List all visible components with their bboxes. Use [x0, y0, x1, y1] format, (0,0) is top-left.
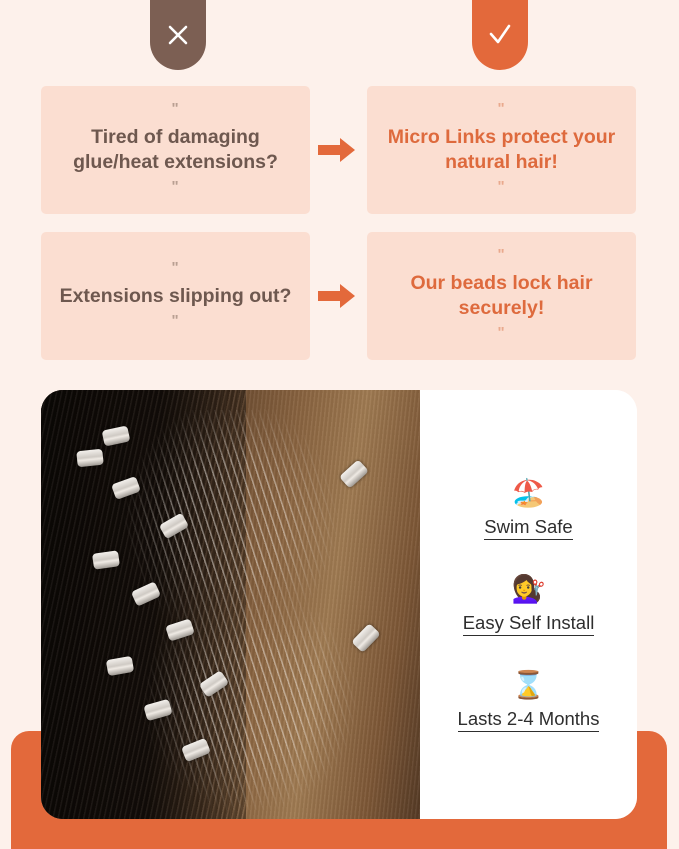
comparison-grid	[0, 86, 679, 378]
quote-mark-bottom: "	[497, 178, 506, 195]
feature-label: Easy Self Install	[463, 612, 595, 636]
feature-label: Swim Safe	[484, 516, 572, 540]
problem-text: Extensions slipping out?	[59, 284, 292, 307]
solution-card	[367, 86, 636, 214]
check-icon	[486, 22, 514, 48]
problem-card	[41, 232, 310, 360]
solution-text: Our beads lock hair securely!	[410, 272, 593, 319]
comparison-row	[0, 86, 679, 214]
tab-solution	[472, 0, 528, 70]
feature-item	[458, 670, 600, 732]
feature-item	[463, 574, 595, 636]
quote-mark-top: "	[497, 100, 506, 117]
quote-mark-bottom: "	[171, 311, 180, 329]
solution-text: Micro Links protect your natural hair!	[387, 126, 616, 173]
solution-card	[367, 232, 636, 360]
quote-mark-top: "	[171, 258, 180, 276]
tab-problem	[150, 0, 206, 70]
quote-mark-bottom: "	[171, 178, 180, 195]
haircut-icon: 💇‍♀️	[511, 573, 546, 604]
feature-item	[484, 478, 572, 540]
problem-card	[41, 86, 310, 214]
quote-mark-top: "	[171, 100, 180, 117]
arrow-right-icon	[318, 283, 356, 309]
micro-bead	[76, 449, 104, 468]
hourglass-icon: ⌛	[511, 669, 546, 700]
x-icon	[165, 22, 191, 48]
features-list	[420, 390, 637, 819]
arrow-right-icon	[318, 137, 356, 163]
comparison-row	[0, 232, 679, 360]
problem-text: Tired of damaging glue/heat extensions?	[73, 126, 278, 173]
feature-label: Lasts 2-4 Months	[458, 708, 600, 732]
product-photo	[41, 390, 420, 819]
product-panel	[41, 390, 637, 819]
beach-icon: 🏖️	[511, 477, 546, 508]
quote-mark-bottom: "	[497, 324, 506, 341]
quote-mark-top: "	[497, 246, 506, 263]
